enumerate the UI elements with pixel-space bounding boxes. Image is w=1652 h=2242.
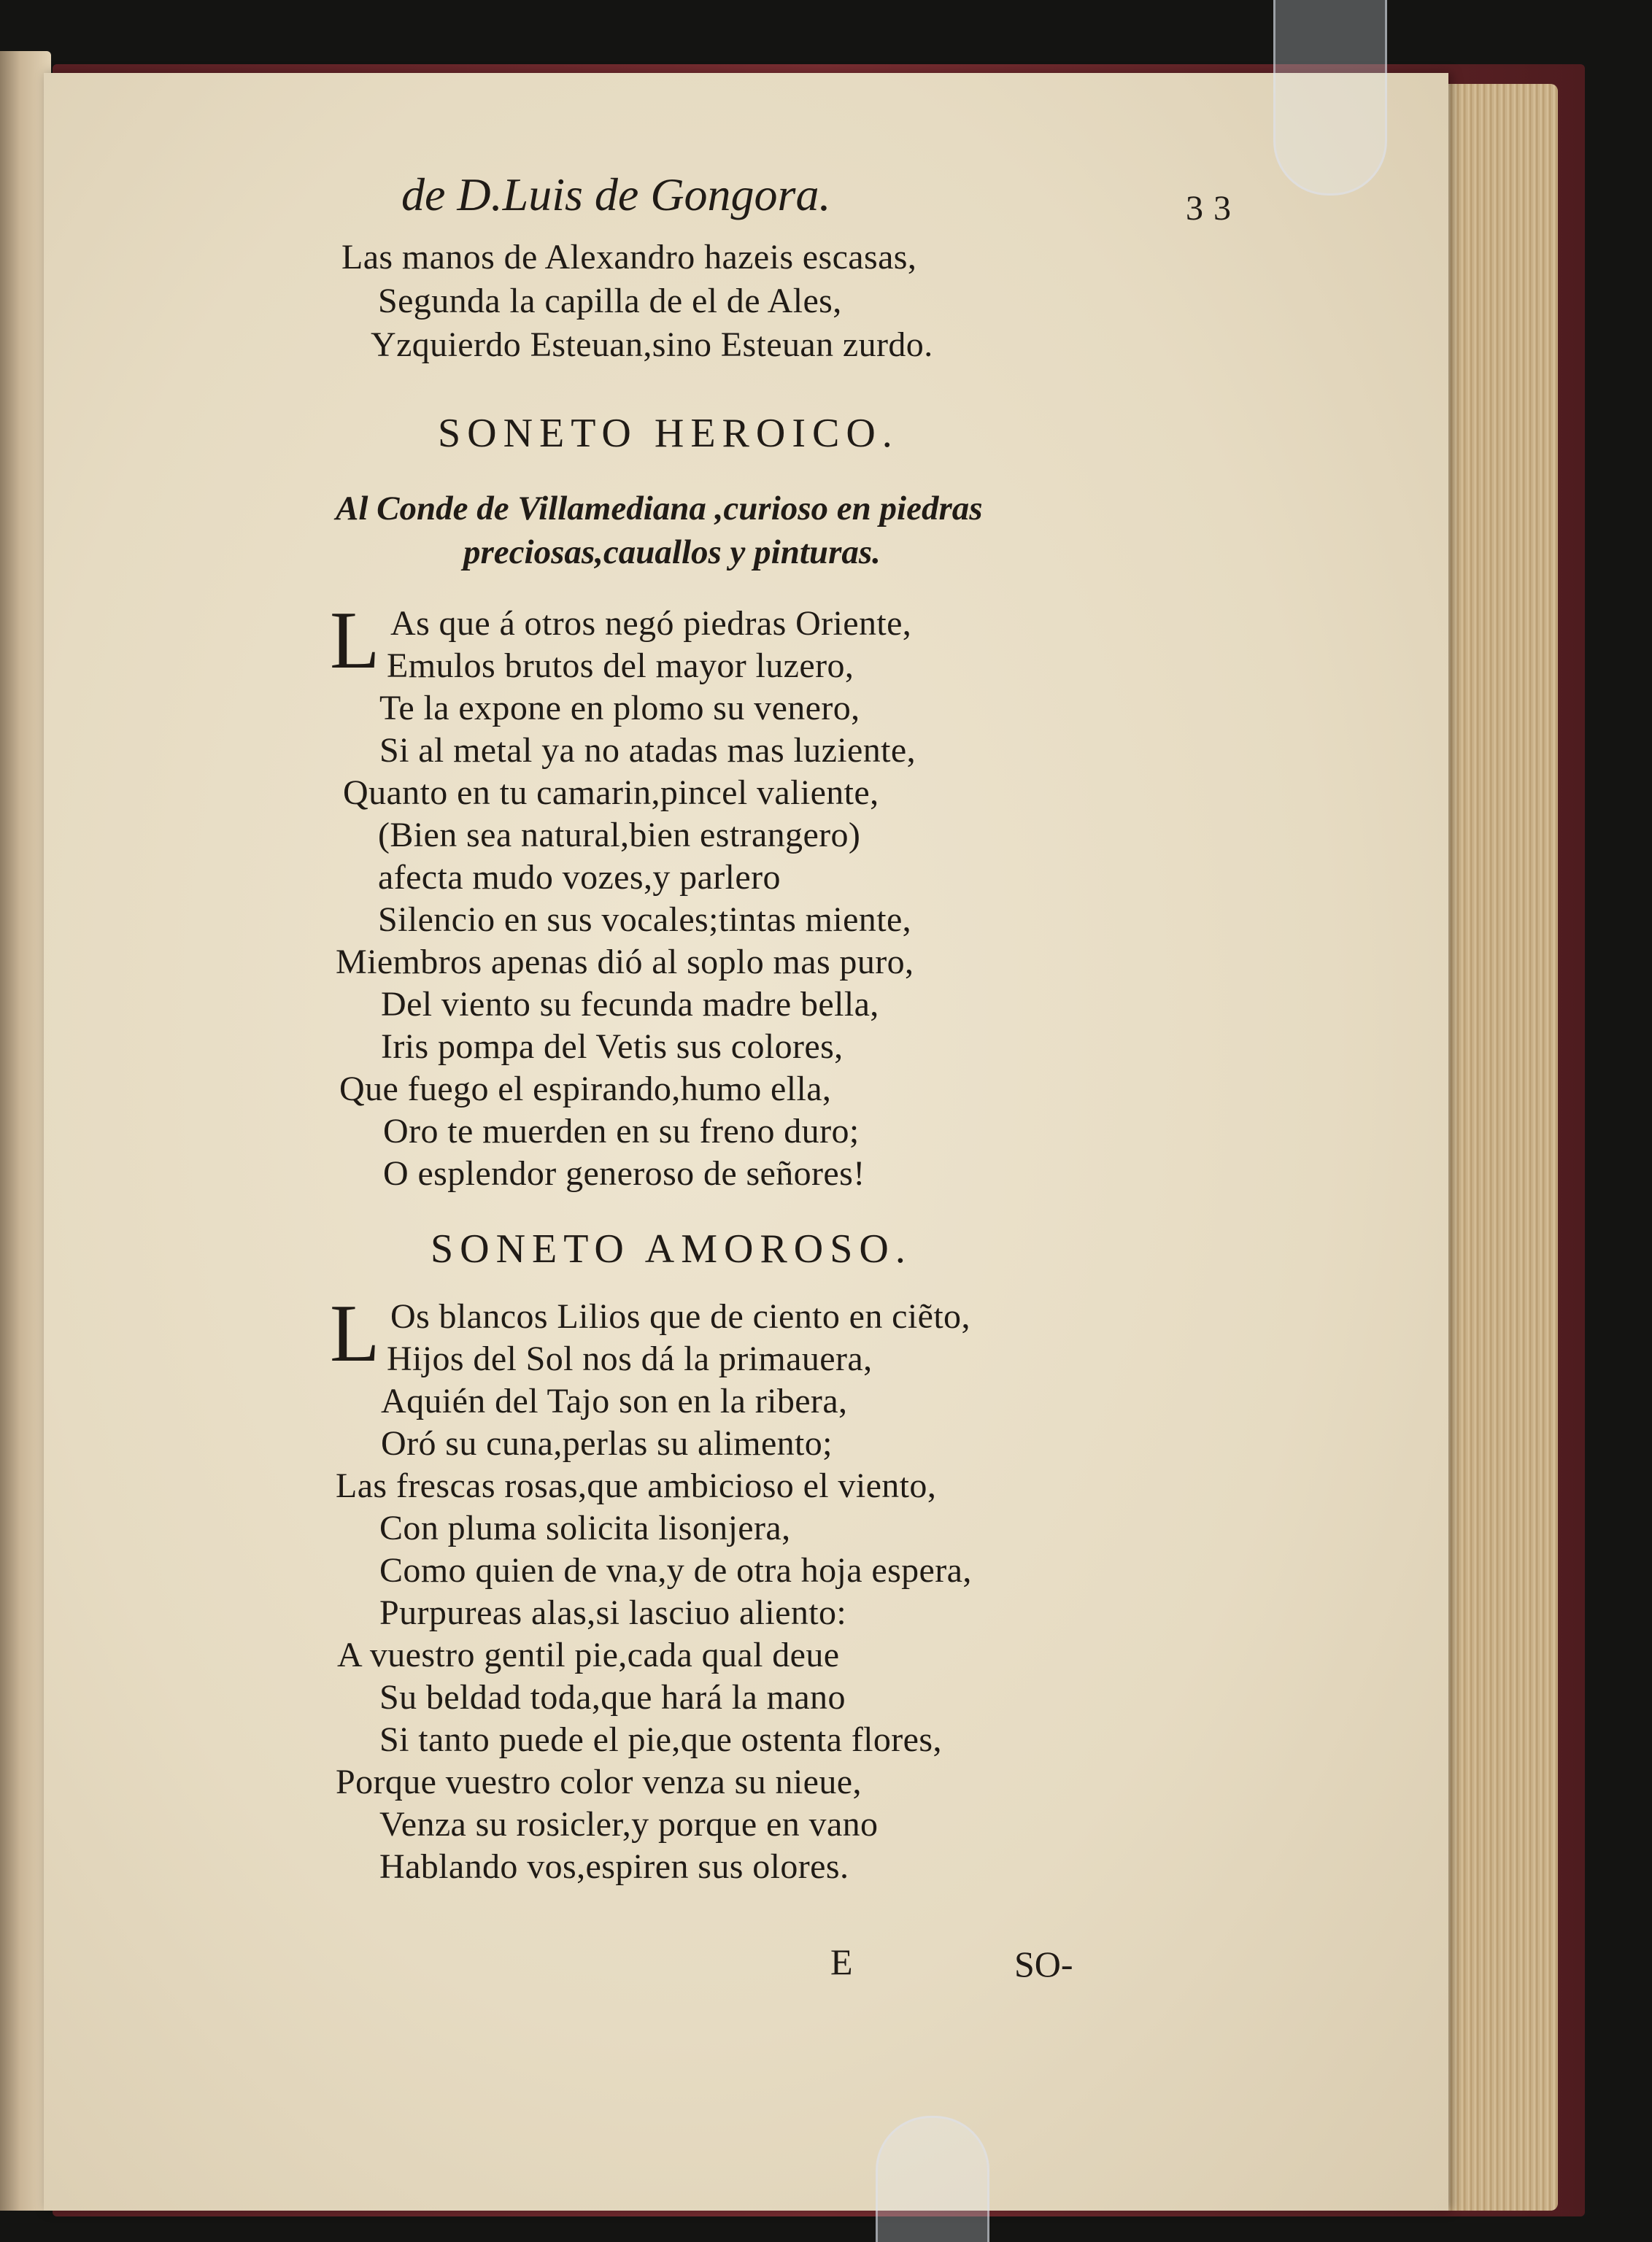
section-heading: SONETO AMOROSO. [431, 1226, 912, 1272]
verse-line: Que fuego el espirando,humo ella, [339, 1070, 832, 1108]
verse-line: Purpureas alas,si lasciuo aliento: [379, 1593, 847, 1632]
dedication-line: Al Conde de Villamediana ,curioso en piedras [336, 490, 983, 527]
running-head: de D.Luis de Gongora. [401, 169, 831, 220]
verse-line: (Bien sea natural,bien estrangero) [378, 816, 861, 854]
verse-line: Quanto en tu camarin,pincel valiente, [343, 773, 879, 812]
dedication-line: preciosas,cauallos y pinturas. [463, 533, 881, 571]
verse-line: Oro te muerden en su freno duro; [383, 1112, 860, 1151]
verse-line: Con pluma solicita lisonjera, [379, 1509, 791, 1547]
verse-line: Oró su cuna,perlas su alimento; [381, 1424, 833, 1463]
verse-line: Te la expone en plomo su venero, [379, 689, 860, 727]
verse-line: Emulos brutos del mayor luzero, [387, 646, 854, 685]
catchword: SO- [1014, 1944, 1073, 1984]
page-fore-edge [1434, 84, 1558, 2211]
verse-line: Os blancos Lilios que de ciento en ciẽto, [390, 1297, 970, 1336]
signature-mark: E [830, 1941, 853, 1982]
drop-cap: L [330, 1288, 380, 1379]
verse-line: O esplendor generoso de señores! [383, 1154, 865, 1193]
section-heading: SONETO HEROICO. [438, 411, 899, 456]
verse-line: Su beldad toda,que hará la mano [379, 1678, 846, 1717]
page-clip-bottom [876, 2116, 989, 2242]
verse-line: Hablando vos,espiren sus olores. [379, 1847, 849, 1886]
verse-line: afecta mudo vozes,y parlero [378, 858, 781, 897]
verse-line: As que á otros negó piedras Oriente, [390, 604, 912, 643]
verse-line: Del viento su fecunda madre bella, [381, 985, 879, 1024]
verse-line: Las manos de Alexandro hazeis escasas, [341, 238, 917, 277]
verse-line: Como quien de vna,y de otra hoja espera, [379, 1551, 972, 1590]
verse-line: Hijos del Sol nos dá la primauera, [387, 1340, 873, 1378]
verse-line: Yzquierdo Esteuan,sino Esteuan zurdo. [371, 325, 933, 364]
verse-line: Miembros apenas dió al soplo mas puro, [336, 943, 914, 981]
drop-cap: L [330, 595, 380, 686]
folio-number: 33 [1186, 189, 1241, 228]
page-clip-top [1273, 0, 1387, 196]
verse-line: Las frescas rosas,que ambicioso el viento, [336, 1466, 937, 1505]
verse-line: Si tanto puede el pie,que ostenta flores, [379, 1720, 942, 1759]
book-page [44, 73, 1448, 2211]
verse-line: Venza su rosicler,y porque en vano [379, 1805, 879, 1844]
verse-line: Segunda la capilla de el de Ales, [378, 282, 842, 320]
verse-line: Aquién del Tajo son en la ribera, [381, 1382, 848, 1420]
verse-line: Porque vuestro color venza su nieue, [336, 1763, 862, 1801]
verse-line: Si al metal ya no atadas mas luziente, [379, 731, 916, 770]
verse-line: A vuestro gentil pie,cada qual deue [337, 1636, 840, 1674]
verse-line: Silencio en sus vocales;tintas miente, [378, 900, 912, 939]
verse-line: Iris pompa del Vetis sus colores, [381, 1027, 844, 1066]
